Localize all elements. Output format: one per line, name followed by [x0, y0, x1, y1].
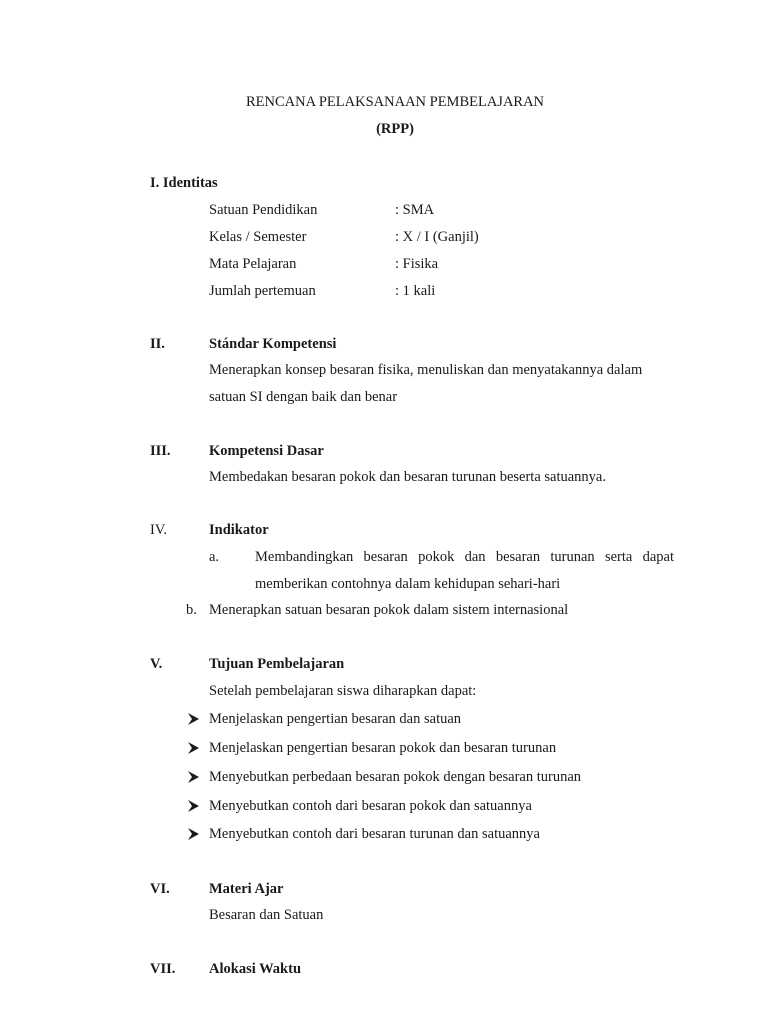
section-alokasi-heading: Alokasi Waktu — [209, 961, 302, 977]
identitas-label: Jumlah pertemuan — [209, 283, 316, 299]
tujuan-list-item: Menjelaskan pengertian besaran dan satuan — [209, 711, 462, 727]
identitas-label: Mata Pelajaran — [209, 256, 297, 272]
identitas-value: : Fisika — [395, 256, 439, 272]
section-number: IV. — [150, 522, 168, 538]
section-tujuan-heading: Tujuan Pembelajaran — [209, 656, 345, 672]
kompetensi-text: Membedakan besaran pokok dan besaran turunan beserta satuannya. — [209, 469, 606, 485]
section-materi-heading: Materi Ajar — [209, 881, 284, 897]
section-number: VI. — [150, 881, 170, 897]
tujuan-list-item: Menyebutkan perbedaan besaran pokok dengan besaran turunan — [209, 769, 582, 785]
section-number: II. — [150, 336, 165, 352]
tujuan-list-item: Menjelaskan pengertian besaran pokok dan besaran turunan — [209, 740, 557, 756]
arrowhead-bullet-icon — [187, 712, 201, 726]
indikator-marker-b: b. — [186, 602, 197, 618]
section-kompetensi-heading: Kompetensi Dasar — [209, 443, 324, 459]
identitas-label: Satuan Pendidikan — [209, 202, 318, 218]
document-subtitle: (RPP) — [376, 121, 414, 137]
indikator-b-text: Menerapkan satuan besaran pokok dalam sistem internasional — [209, 602, 569, 618]
identitas-value: : SMA — [395, 202, 435, 218]
section-identitas-heading: I. Identitas — [150, 175, 218, 191]
arrowhead-bullet-icon — [187, 741, 201, 755]
materi-text: Besaran dan Satuan — [209, 907, 324, 923]
identitas-value: : 1 kali — [395, 283, 436, 299]
indikator-a-line: memberikan contohnya dalam kehidupan sehari-hari — [255, 576, 561, 592]
section-number: III. — [150, 443, 171, 459]
section-number: V. — [150, 656, 163, 672]
tujuan-intro: Setelah pembelajaran siswa diharapkan dapat: — [209, 683, 477, 699]
identitas-label: Kelas / Semester — [209, 229, 307, 245]
standar-text-line: Menerapkan konsep besaran fisika, menuliskan dan menyatakannya dalam — [209, 362, 643, 378]
arrowhead-bullet-icon — [187, 770, 201, 784]
indikator-a-line: Membandingkan besaran pokok dan besaran turunan serta dapat — [255, 549, 674, 565]
tujuan-list-item: Menyebutkan contoh dari besaran pokok dan satuannya — [209, 798, 532, 814]
indikator-marker-a: a. — [209, 549, 220, 565]
identitas-value: : X / I (Ganjil) — [395, 229, 479, 245]
section-standar-heading: Stándar Kompetensi — [209, 336, 337, 352]
section-number: VII. — [150, 961, 176, 977]
document-title: RENCANA PELAKSANAAN PEMBELAJARAN — [245, 94, 545, 110]
standar-text-line: satuan SI dengan baik dan benar — [209, 389, 398, 405]
section-indikator-heading: Indikator — [209, 522, 269, 538]
arrowhead-bullet-icon — [187, 827, 201, 841]
arrowhead-bullet-icon — [187, 799, 201, 813]
tujuan-list-item: Menyebutkan contoh dari besaran turunan dan satuannya — [209, 826, 540, 842]
